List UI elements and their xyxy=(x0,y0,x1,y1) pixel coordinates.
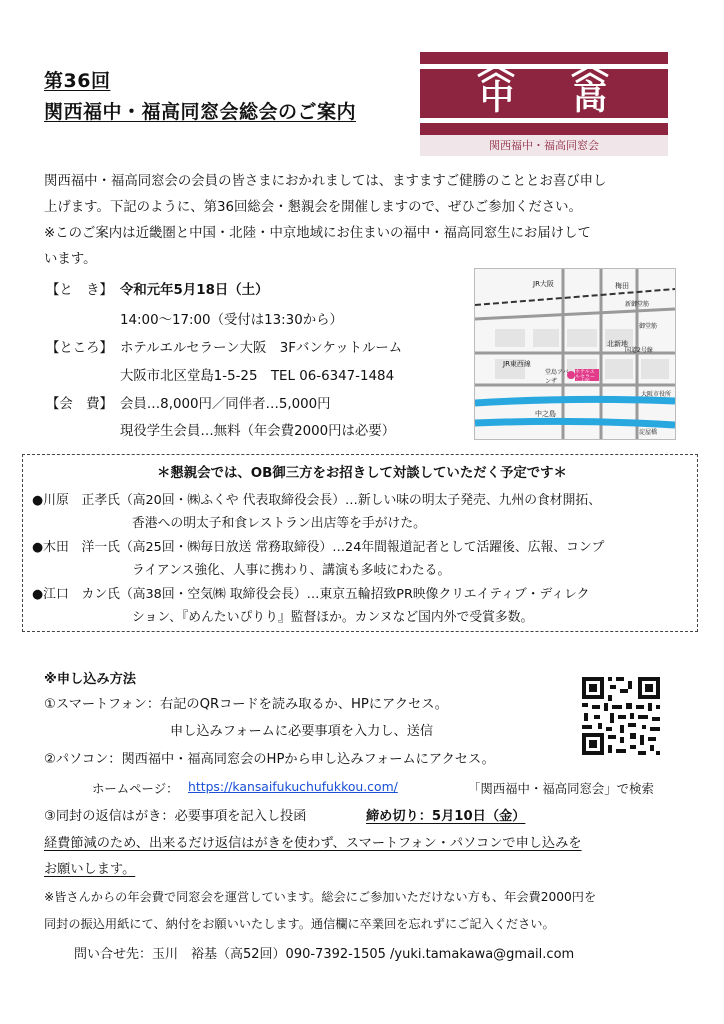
when-label: 【と き】 xyxy=(46,283,113,298)
smartphone-line-2: 申し込みフォームに必要事項を入力し、送信 xyxy=(170,724,434,739)
map-label-umeda: 梅田 xyxy=(615,282,629,290)
guest-1-line-1: ●川原 正孝氏（高20回・㈱ふくや 代表取締役会長）…新しい味の明太子発売、九州の食材開拓、 xyxy=(32,493,601,508)
search-hint: 「関西福中・福高同窓会」で検索 xyxy=(468,781,654,796)
map-graphic-icon xyxy=(475,269,675,439)
guest-1-line-2: 香港への明太子和食レストラン出店等を手がけた。 xyxy=(132,516,426,531)
map-label-nakanoshima: 中之島 xyxy=(535,410,556,418)
map-label-yodoyabashi: 淀屋橋 xyxy=(639,429,658,436)
deadline: 締め切り：5月10日（金） xyxy=(366,809,526,824)
intro-line-4: います。 xyxy=(44,252,97,267)
guests-heading: ＊懇親会では、OB御三方をお招きして対談していただく予定です＊ xyxy=(157,466,567,481)
map-label-hotel: ホテルエルセラーン大阪 xyxy=(575,369,596,385)
intro-line-2: 上げます。下記のように、第36回総会・懇親会を開催しますので、ぜひご参加ください。 xyxy=(44,200,582,215)
guest-3-line-1: ●江口 カン氏（高38回・空気㈱ 取締役会長）…東京五輪招致PR映像クリエイティブ・ディレク xyxy=(32,587,590,602)
contact-line: 問い合せ先：玉川 裕基（高52回）090-7392-1505 /yuki.tamakawa@gmail.com xyxy=(74,947,575,962)
map-label-kitashinchi: 北新地 xyxy=(607,340,628,348)
alumni-logo-banner xyxy=(420,52,668,156)
application-heading: ※申し込み方法 xyxy=(44,672,136,687)
homepage-link[interactable]: https://kansaifukuchufukkou.com/ xyxy=(188,779,398,794)
logo-emblem-icon xyxy=(420,52,668,135)
notes-line-2: 同封の振込用紙にて、納付をお願いいたします。通信欄に卒業回を忘れずにご記入ください。 xyxy=(44,917,555,931)
map-label-city-hall: 大阪市役所 xyxy=(641,391,672,398)
intro-line-1: 関西福中・福高同窓会の会員の皆さまにおかれましては、ますますご健勝のこととお喜び申し xyxy=(44,174,607,189)
title-line-2: 関西福中・福高同窓会総会のご案内 xyxy=(44,101,357,123)
notes-line-1: ※皆さんからの年会費で同窓会を運営しています。総会にご参加いただけない方も、年会費2000円を xyxy=(44,890,597,904)
where-value: ホテルエルセラーン大阪 3Fバンケットルーム xyxy=(120,341,403,356)
map-label-shinmidosuji: 新御堂筋 xyxy=(625,301,650,308)
request-line-1: 経費節減のため、出来るだけ返信はがきを使わず、スマートフォン・パソコンで申し込みを xyxy=(44,836,582,851)
map-label-jr-osaka: JR大阪 xyxy=(533,280,554,288)
guest-3-line-2: ション、『めんたいぴりり』監督ほか。カンヌなど国内外で受賞多数。 xyxy=(132,610,534,625)
map-label-jr-tozai: JR東西線 xyxy=(503,360,531,368)
map-label-avanza: 堂島アバンザ xyxy=(545,369,569,385)
logo-left-kanji: 中 xyxy=(480,78,514,118)
student-fee-value: 現役学生会員…無料（年会費2000円は必要） xyxy=(120,424,396,439)
pc-line: ②パソコン：関西福中・福高同窓会のHPから申し込みフォームにアクセス。 xyxy=(44,752,495,767)
address-value: 大阪市北区堂島1-5-25 TEL 06-6347-1484 xyxy=(120,369,395,384)
venue-map xyxy=(474,268,676,440)
logo-right-kanji: 高 xyxy=(573,78,607,118)
title-line-1: 第36回 xyxy=(44,70,111,92)
guest-2-line-2: ライアンス強化、人事に携わり、講演も多岐にわたる。 xyxy=(132,563,451,578)
logo-caption: 関西福中・福高同窓会 xyxy=(420,135,668,156)
map-label-route2: 国道2号線 xyxy=(625,347,653,354)
qr-code-icon[interactable] xyxy=(580,675,662,757)
map-label-midosuji: 御堂筋 xyxy=(639,323,658,330)
guest-2-line-1: ●木田 洋一氏（高25回・㈱毎日放送 常務取締役）…24年間報道記者として活躍後、広報、コンプ xyxy=(32,540,605,555)
when-value: 令和元年5月18日（土） xyxy=(120,283,269,298)
homepage-label: ホームページ： xyxy=(92,781,179,796)
where-label: 【ところ】 xyxy=(46,341,113,356)
request-line-2: お願いします。 xyxy=(44,862,136,877)
intro-line-3: ※このご案内は近畿圏と中国・北陸・中京地域にお住まいの福中・福高同窓生にお届けして xyxy=(44,226,591,241)
time-value: 14:00〜17:00（受付は13:30から） xyxy=(120,313,343,328)
smartphone-line-1: ①スマートフォン：右記のQRコードを読み取るか、HPにアクセス。 xyxy=(44,697,448,712)
fee-label: 【会 費】 xyxy=(46,397,113,412)
postcard-line: ③同封の返信はがき：必要事項を記入し投函 xyxy=(44,809,307,824)
fee-value: 会員…8,000円／同伴者…5,000円 xyxy=(120,397,331,412)
